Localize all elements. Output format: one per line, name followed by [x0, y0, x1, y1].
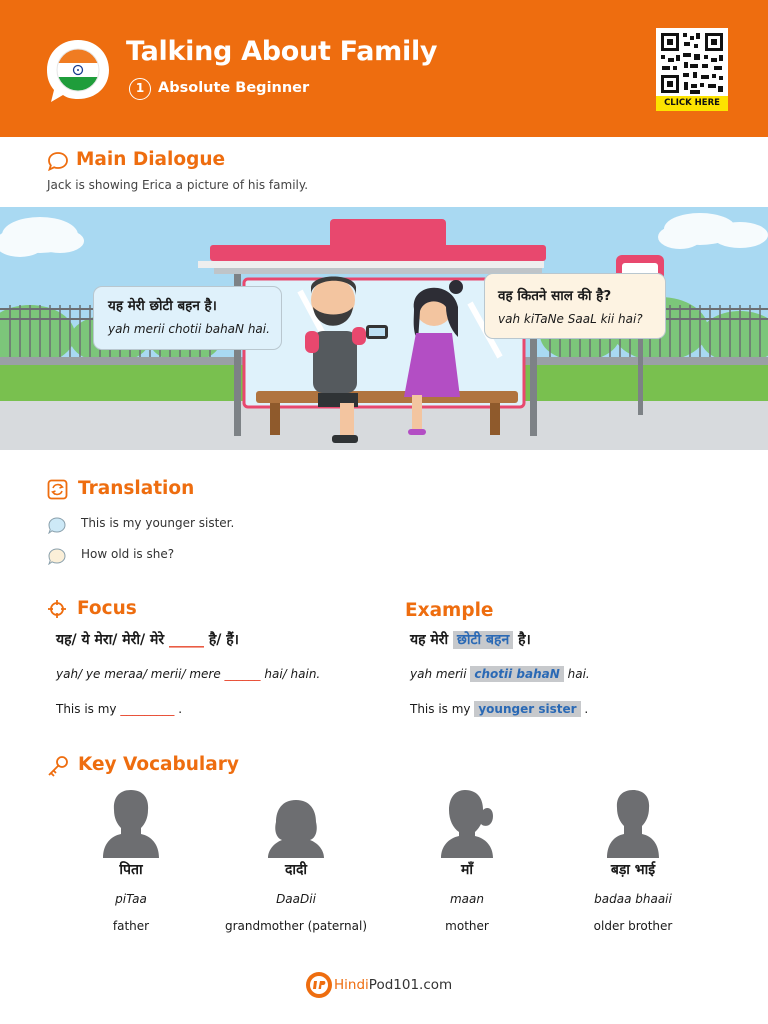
bubble-jack-hindi: यह मेरी छोटी बहन है।: [108, 298, 217, 314]
example-heading: Example: [405, 600, 494, 621]
focus-roman-post: hai/ hain.: [264, 667, 321, 681]
vocab-item-older-brother: [548, 788, 718, 933]
focus-english-post: .: [178, 702, 183, 716]
vocab-english: grandmother (paternal): [224, 919, 368, 933]
footer-brand: Hindi: [334, 977, 369, 993]
focus-roman-blank: ______: [224, 667, 261, 681]
translation-heading: Translation: [78, 478, 195, 499]
speech-bubble-erica: [484, 273, 666, 339]
vocabulary-heading: Key Vocabulary: [78, 754, 239, 775]
focus-english-blank: _________: [120, 702, 175, 716]
translation-line-1: This is my younger sister.: [81, 516, 235, 530]
vocab-hindi: दादी: [284, 862, 308, 878]
example-hindi-highlight: छोटी बहन: [453, 631, 513, 649]
beige-bubble-icon: [48, 548, 66, 565]
vocab-item-grandmother: [211, 788, 381, 933]
chat-bubble-icon: [47, 151, 69, 171]
focus-hindi-pattern: [56, 630, 239, 649]
bubble-erica-romanized: vah kiTaNe SaaL kii hai?: [498, 312, 643, 326]
india-flag-chat-logo-icon: [44, 37, 112, 105]
old-woman-silhouette-icon: [266, 788, 326, 858]
focus-hindi-post: है/ हैं।: [208, 632, 239, 648]
focus-hindi-pre: यह/ ये मेरा/ मेरी/ मेरे: [56, 632, 165, 648]
bubble-jack-romanized: yah merii chotii bahaN hai.: [108, 322, 270, 336]
qr-code-icon[interactable]: [656, 28, 728, 98]
translate-icon: [47, 479, 68, 500]
header-banner: [0, 0, 768, 137]
vocab-item-mother: [382, 788, 552, 933]
key-icon: [47, 755, 69, 777]
vocab-romanized: DaaDii: [276, 892, 316, 906]
hindipod-logo-icon: [305, 971, 333, 999]
focus-heading: Focus: [77, 598, 137, 619]
vocab-english: mother: [445, 919, 489, 933]
vocab-romanized: maan: [449, 892, 484, 906]
focus-english-pattern: [56, 702, 182, 716]
example-roman-highlight: chotii bahaN: [470, 666, 563, 682]
translation-line-2: How old is she?: [81, 547, 175, 561]
vocab-romanized: badaa bhaaii: [594, 892, 672, 906]
vocab-hindi: बड़ा भाई: [610, 862, 656, 878]
boy-silhouette-icon: [603, 788, 663, 858]
example-roman: [410, 667, 590, 681]
focus-roman-pre: yah/ ye meraa/ merii/ mere: [56, 667, 221, 681]
level-label: Absolute Beginner: [158, 80, 310, 96]
main-dialogue-heading: Main Dialogue: [76, 149, 226, 170]
example-english-pre: This is my: [410, 702, 471, 716]
example-hindi-pre: यह मेरी: [410, 632, 449, 648]
click-here-label[interactable]: CLICK HERE: [656, 96, 728, 111]
footer-site-link[interactable]: [334, 977, 452, 993]
example-roman-post: hai.: [567, 667, 590, 681]
vocab-english: older brother: [593, 919, 673, 933]
focus-hindi-blank: _____: [168, 632, 204, 648]
vocab-item-father: [46, 788, 216, 933]
example-english-post: .: [584, 702, 589, 716]
speech-bubble-jack: [93, 286, 282, 350]
woman-silhouette-icon: [437, 788, 497, 858]
vocab-romanized: piTaa: [115, 892, 147, 906]
example-english: [410, 702, 588, 716]
example-hindi: [410, 630, 531, 649]
blue-bubble-icon: [48, 517, 66, 534]
dialogue-description: Jack is showing Erica a picture of his family.: [47, 178, 309, 192]
crosshair-icon: [47, 599, 67, 619]
example-roman-pre: yah merii: [410, 667, 467, 681]
lesson-title: Talking About Family: [126, 36, 438, 67]
vocab-english: father: [112, 919, 150, 933]
focus-english-pre: This is my: [56, 702, 117, 716]
vocab-hindi: पिता: [119, 862, 143, 878]
example-english-highlight: younger sister: [474, 701, 580, 717]
vocab-hindi: माँ: [461, 862, 473, 878]
bubble-erica-hindi: वह कितने साल की है?: [498, 288, 612, 304]
focus-roman-pattern: [56, 667, 320, 681]
level-number-badge: 1: [129, 78, 151, 100]
man-silhouette-icon: [101, 788, 161, 858]
footer-domain: Pod101.com: [368, 977, 453, 993]
example-hindi-post: है।: [518, 632, 531, 648]
